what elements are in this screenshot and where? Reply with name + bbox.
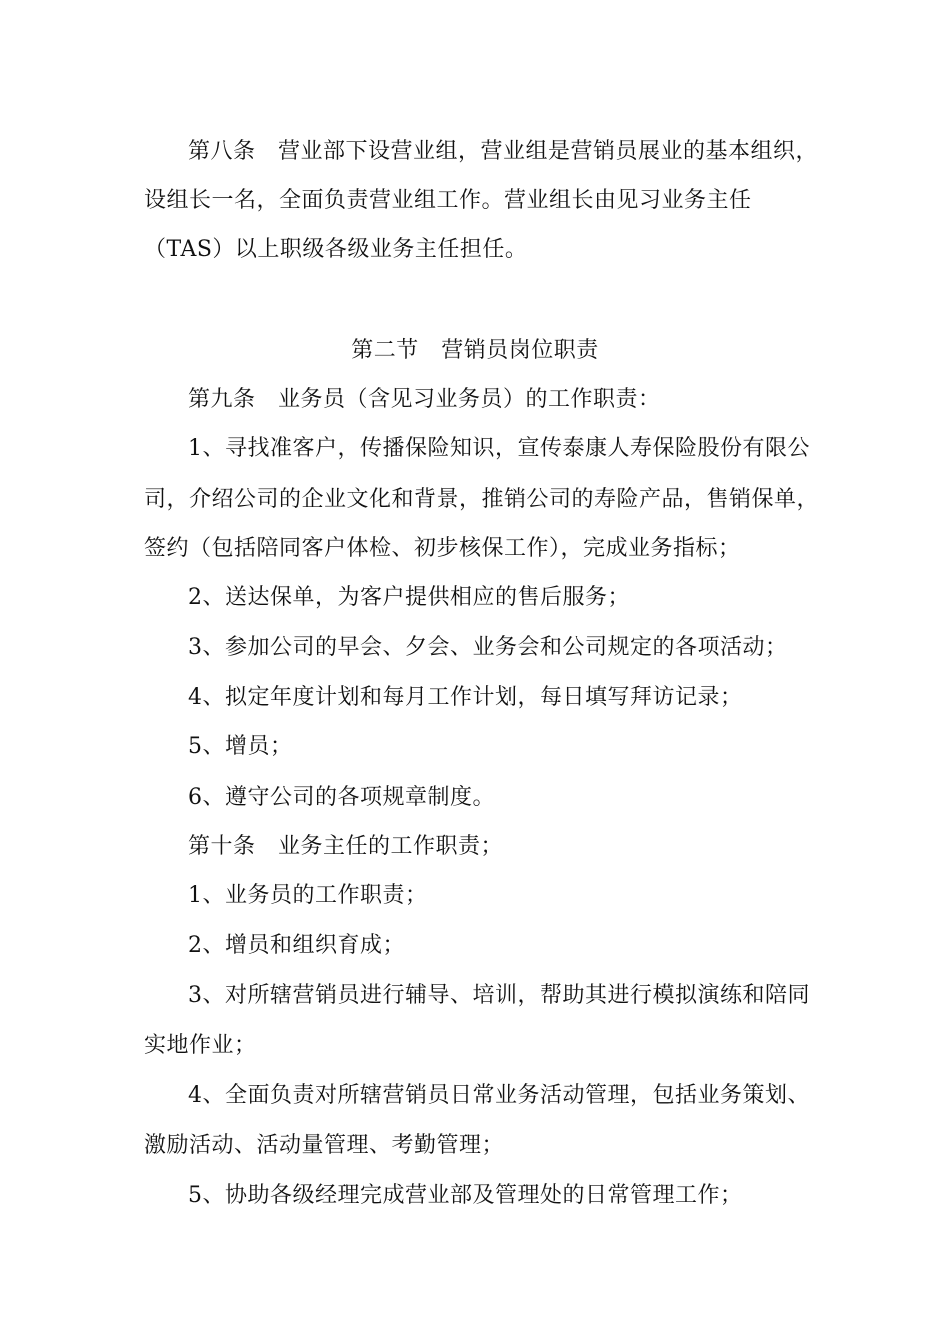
article8-line2: 设组长一名，全面负责营业组工作。营业组长由见习业务主任 [144, 188, 752, 213]
article9-item6: 6、遵守公司的各项规章制度。 [188, 785, 495, 810]
article9-item2: 2、送达保单，为客户提供相应的售后服务； [188, 585, 630, 610]
article9-item4: 4、拟定年度计划和每月工作计划，每日填写拜访记录； [188, 685, 743, 710]
article9-heading: 第九条 业务员（含见习业务员）的工作职责： [188, 387, 661, 412]
article10-heading: 第十条 业务主任的工作职责； [188, 834, 504, 859]
article9-item3: 3、参加公司的早会、夕会、业务会和公司规定的各项活动； [188, 635, 788, 660]
article10-item1: 1、业务员的工作职责； [188, 883, 428, 908]
article10-item4-line1: 4、全面负责对所辖营销员日常业务活动管理，包括业务策划、 [188, 1083, 810, 1108]
article9-item1-line2: 司，介绍公司的企业文化和背景，推销公司的寿险产品，售销保单， [144, 487, 820, 512]
article10-item3-line1: 3、对所辖营销员进行辅导、培训，帮助其进行模拟演练和陪同 [188, 983, 810, 1008]
article9-item1-line1: 1、寻找准客户，传播保险知识，宣传泰康人寿保险股份有限公 [188, 436, 810, 461]
article8-line1: 第八条 营业部下设营业组，营业组是营销员展业的基本组织， [188, 139, 819, 164]
article10-item2: 2、增员和组织育成； [188, 933, 405, 958]
section-title: 第二节 营销员岗位职责 [351, 338, 599, 363]
article8-line3: （TAS）以上职级各级业务主任担任。 [144, 237, 528, 262]
article9-item5: 5、增员； [188, 734, 293, 759]
article10-item5: 5、协助各级经理完成营业部及管理处的日常管理工作； [188, 1183, 743, 1208]
article9-item1-line3: 签约（包括陪同客户体检、初步核保工作），完成业务指标； [144, 536, 741, 561]
article10-item3-line2: 实地作业； [144, 1033, 257, 1058]
article10-item4-line2: 激励活动、活动量管理、考勤管理； [144, 1133, 505, 1158]
